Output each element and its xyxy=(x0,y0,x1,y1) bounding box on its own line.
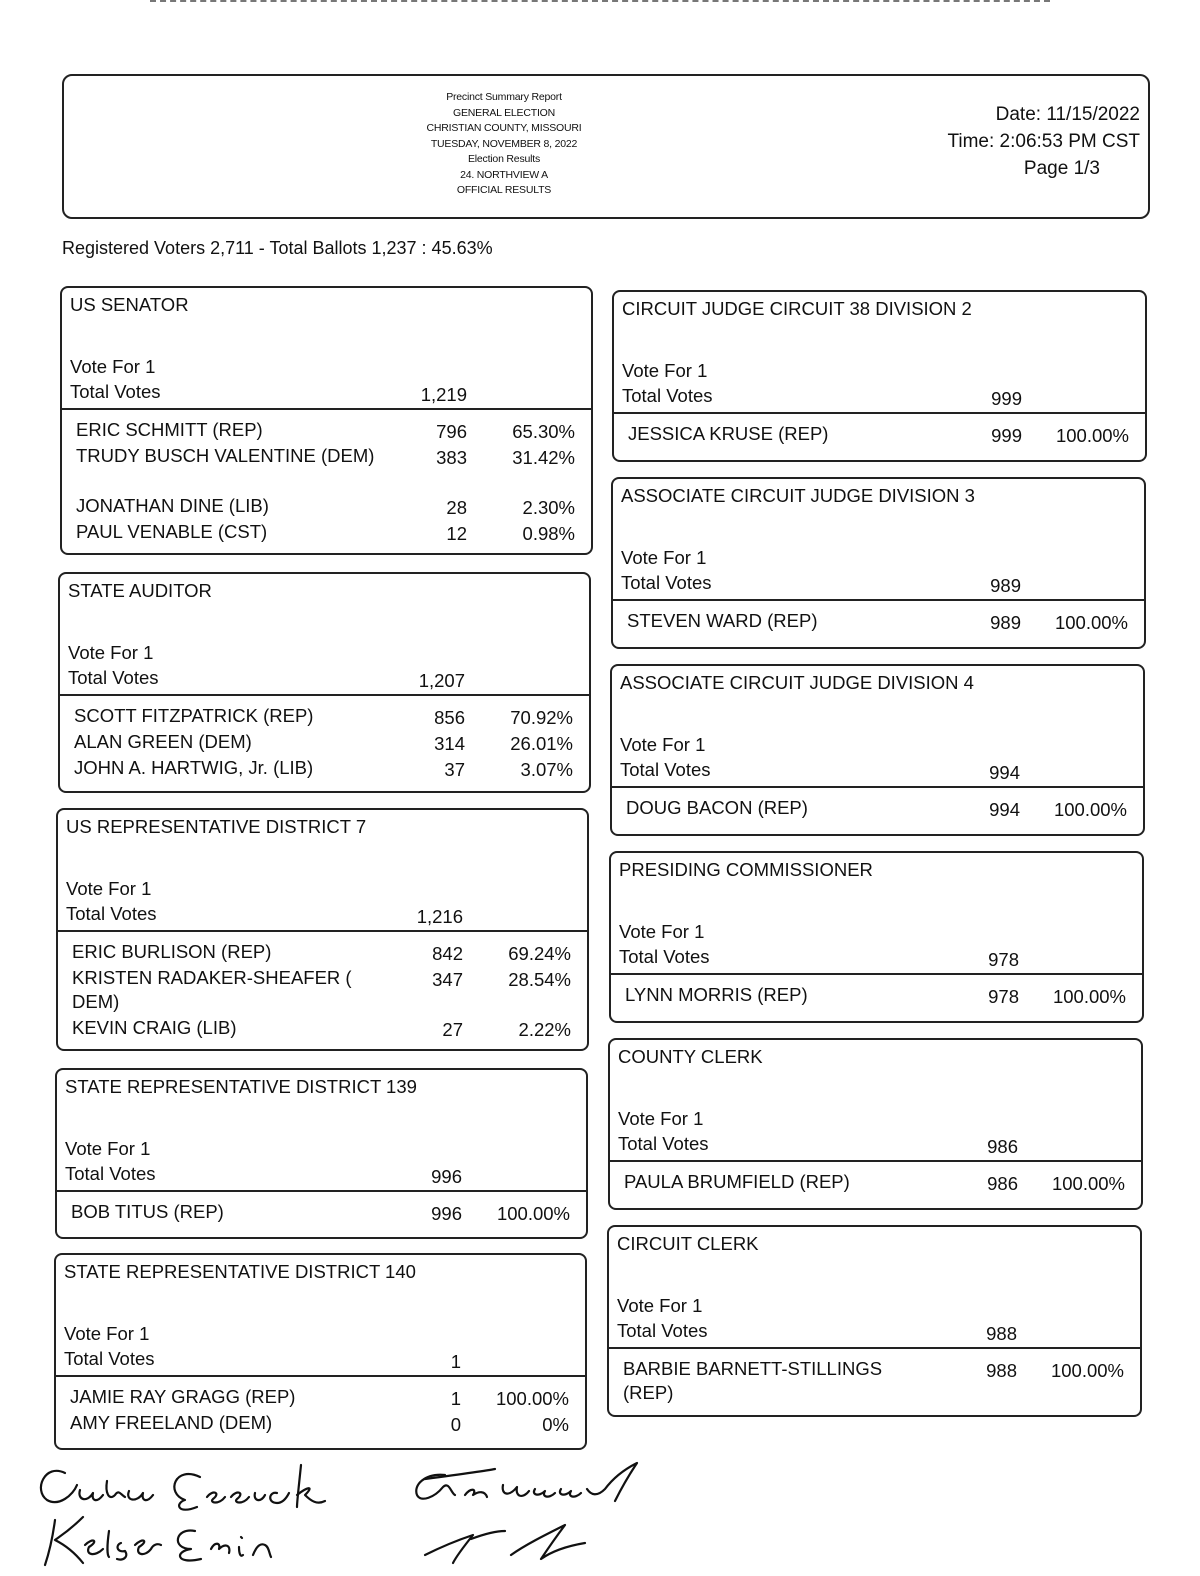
vote-for-label: Vote For 1 xyxy=(68,642,154,663)
report-title-block xyxy=(404,90,604,199)
contest-title: US SENATOR xyxy=(70,294,189,315)
candidate-name: JOHN A. HARTWIG, Jr. (LIB) xyxy=(74,757,314,778)
vote-for-label: Vote For 1 xyxy=(617,1295,703,1316)
total-votes-label: Total Votes xyxy=(66,903,157,924)
candidate-name: ERIC BURLISON (REP) xyxy=(72,941,272,962)
contest-divider xyxy=(609,1347,1140,1349)
report-page: Page 1/3 xyxy=(1023,158,1100,179)
total-votes-value: 1 xyxy=(450,1351,461,1372)
candidate-votes: 989 xyxy=(990,612,1021,633)
contest-title: STATE REPRESENTATIVE DISTRICT 140 xyxy=(64,1261,416,1282)
contest-divider xyxy=(610,1160,1141,1162)
contest-divider xyxy=(57,1190,586,1192)
contest-title: CIRCUIT JUDGE CIRCUIT 38 DIVISION 2 xyxy=(622,298,972,319)
contest-divider xyxy=(613,599,1144,601)
contest-divider xyxy=(612,786,1143,788)
header-line: GENERAL ELECTION xyxy=(452,106,556,119)
total-votes-value: 988 xyxy=(986,1323,1017,1344)
vote-for-label: Vote For 1 xyxy=(622,360,708,381)
candidate-name: LYNN MORRIS (REP) xyxy=(625,984,808,1005)
candidate-name: KRISTEN RADAKER-SHEAFER ( DEM) xyxy=(72,967,352,1012)
candidate-percent: 70.92% xyxy=(510,707,573,728)
contest-divider xyxy=(58,930,587,932)
candidate-name: AMY FREELAND (DEM) xyxy=(70,1412,273,1433)
contest-divider xyxy=(60,694,589,696)
report-header xyxy=(62,74,1150,219)
candidate-percent: 100.00% xyxy=(1051,1173,1125,1194)
candidate-percent: 100.00% xyxy=(1053,799,1127,820)
contest-title: PRESIDING COMMISSIONER xyxy=(619,859,873,880)
header-line: Election Results xyxy=(467,153,541,165)
candidate-percent: 0.98% xyxy=(522,523,575,544)
header-line: Precinct Summary Report xyxy=(446,91,562,103)
total-votes-value: 978 xyxy=(988,949,1019,970)
candidate-percent: 2.22% xyxy=(518,1019,571,1040)
vote-for-label: Vote For 1 xyxy=(65,1138,151,1159)
contest-box xyxy=(60,286,593,555)
total-votes-label: Total Votes xyxy=(619,946,710,967)
contest-title: COUNTY CLERK xyxy=(618,1046,763,1067)
candidate-name: STEVEN WARD (REP) xyxy=(627,610,818,631)
candidate-percent: 65.30% xyxy=(512,421,575,442)
contest-box xyxy=(54,1253,587,1450)
candidate-name: JESSICA KRUSE (REP) xyxy=(628,423,829,444)
candidate-percent: 0% xyxy=(542,1414,569,1435)
total-votes-value: 994 xyxy=(989,762,1020,783)
total-votes-label: Total Votes xyxy=(618,1133,709,1154)
contest-divider xyxy=(62,408,591,410)
total-votes-value: 999 xyxy=(991,388,1022,409)
contest-box xyxy=(611,477,1146,649)
candidate-name: TRUDY BUSCH VALENTINE (DEM) xyxy=(76,445,375,466)
candidate-votes: 12 xyxy=(446,523,467,544)
contest-box xyxy=(612,290,1147,462)
candidate-votes: 996 xyxy=(431,1203,462,1224)
total-votes-value: 986 xyxy=(987,1136,1018,1157)
vote-for-label: Vote For 1 xyxy=(70,356,156,377)
report-time: Time: 2:06:53 PM CST xyxy=(947,131,1140,152)
candidate-percent: 100.00% xyxy=(496,1203,570,1224)
contest-divider xyxy=(56,1375,585,1377)
candidate-name: SCOTT FITZPATRICK (REP) xyxy=(74,705,314,726)
contest-box xyxy=(58,572,591,793)
candidate-votes: 347 xyxy=(432,969,463,990)
candidate-percent: 100.00% xyxy=(1054,612,1128,633)
header-line: 24. NORTHVIEW A xyxy=(460,168,548,181)
contest-title: STATE AUDITOR xyxy=(68,580,212,601)
candidate-votes: 842 xyxy=(432,943,463,964)
contest-box xyxy=(608,1038,1143,1210)
candidate-votes: 796 xyxy=(436,421,467,442)
candidate-percent: 28.54% xyxy=(508,969,571,990)
candidate-percent: 100.00% xyxy=(495,1388,569,1409)
total-votes-label: Total Votes xyxy=(65,1163,156,1184)
contest-title: CIRCUIT CLERK xyxy=(617,1233,759,1254)
candidate-votes: 28 xyxy=(446,497,467,518)
report-date: Date: 11/15/2022 xyxy=(995,104,1140,125)
candidate-name: JAMIE RAY GRAGG (REP) xyxy=(70,1386,296,1407)
official-signatures xyxy=(25,1445,665,1570)
candidate-name: PAUL VENABLE (CST) xyxy=(76,521,268,542)
total-votes-value: 996 xyxy=(431,1166,462,1187)
header-line: TUESDAY, NOVEMBER 8, 2022 xyxy=(430,137,578,150)
vote-for-label: Vote For 1 xyxy=(621,547,707,568)
total-votes-label: Total Votes xyxy=(617,1320,708,1341)
candidate-name: ALAN GREEN (DEM) xyxy=(74,731,252,752)
candidate-votes: 994 xyxy=(989,799,1020,820)
candidate-percent: 26.01% xyxy=(510,733,573,754)
contest-title: ASSOCIATE CIRCUIT JUDGE DIVISION 3 xyxy=(621,485,975,506)
candidate-percent: 3.07% xyxy=(520,759,573,780)
contest-box xyxy=(55,1068,588,1239)
candidate-votes: 988 xyxy=(986,1360,1017,1381)
candidate-votes: 383 xyxy=(436,447,467,468)
vote-for-label: Vote For 1 xyxy=(618,1108,704,1129)
candidate-name: PAULA BRUMFIELD (REP) xyxy=(624,1171,850,1192)
total-votes-value: 1,219 xyxy=(420,384,467,405)
registered-voters-summary: Registered Voters 2,711 - Total Ballots 1,237 : 45.63% xyxy=(62,238,493,258)
candidate-votes: 314 xyxy=(434,733,465,754)
candidate-name: BOB TITUS (REP) xyxy=(71,1201,224,1222)
vote-for-label: Vote For 1 xyxy=(620,734,706,755)
total-votes-label: Total Votes xyxy=(622,385,713,406)
vote-for-label: Vote For 1 xyxy=(64,1323,150,1344)
candidate-name: BARBIE BARNETT-STILLINGS (REP) xyxy=(623,1358,883,1403)
header-line: CHRISTIAN COUNTY, MISSOURI xyxy=(426,122,582,134)
total-votes-label: Total Votes xyxy=(620,759,711,780)
contest-box xyxy=(610,664,1145,836)
candidate-votes: 1 xyxy=(450,1388,461,1409)
candidate-percent: 100.00% xyxy=(1052,986,1126,1007)
candidate-votes: 856 xyxy=(434,707,465,728)
candidate-percent: 100.00% xyxy=(1055,425,1129,446)
scan-edge xyxy=(150,0,1050,5)
report-meta xyxy=(947,101,1140,182)
contest-divider xyxy=(614,412,1145,414)
total-votes-label: Total Votes xyxy=(70,381,161,402)
candidate-votes: 0 xyxy=(450,1414,461,1435)
candidate-name: JONATHAN DINE (LIB) xyxy=(76,495,269,516)
candidate-votes: 978 xyxy=(988,986,1019,1007)
contest-title: ASSOCIATE CIRCUIT JUDGE DIVISION 4 xyxy=(620,672,974,693)
candidate-percent: 2.30% xyxy=(522,497,575,518)
vote-for-label: Vote For 1 xyxy=(619,921,705,942)
candidate-votes: 27 xyxy=(442,1019,463,1040)
total-votes-value: 1,207 xyxy=(418,670,465,691)
candidate-name: DOUG BACON (REP) xyxy=(626,797,808,818)
total-votes-label: Total Votes xyxy=(68,667,159,688)
candidate-votes: 999 xyxy=(991,425,1022,446)
total-votes-value: 1,216 xyxy=(416,906,463,927)
contest-box xyxy=(607,1225,1142,1417)
header-line: OFFICIAL RESULTS xyxy=(456,184,552,196)
vote-for-label: Vote For 1 xyxy=(66,878,152,899)
candidate-votes: 986 xyxy=(987,1173,1018,1194)
candidate-name: KEVIN CRAIG (LIB) xyxy=(72,1017,237,1038)
contest-box xyxy=(56,808,589,1051)
candidate-percent: 100.00% xyxy=(1050,1360,1124,1381)
candidate-percent: 69.24% xyxy=(508,943,571,964)
total-votes-label: Total Votes xyxy=(64,1348,155,1369)
candidate-name: ERIC SCHMITT (REP) xyxy=(76,419,263,440)
candidate-percent: 31.42% xyxy=(512,447,575,468)
total-votes-value: 989 xyxy=(990,575,1021,596)
candidate-votes: 37 xyxy=(444,759,465,780)
contest-box xyxy=(609,851,1144,1023)
contest-title: STATE REPRESENTATIVE DISTRICT 139 xyxy=(65,1076,417,1097)
contest-title: US REPRESENTATIVE DISTRICT 7 xyxy=(66,816,367,837)
contest-divider xyxy=(611,973,1142,975)
total-votes-label: Total Votes xyxy=(621,572,712,593)
